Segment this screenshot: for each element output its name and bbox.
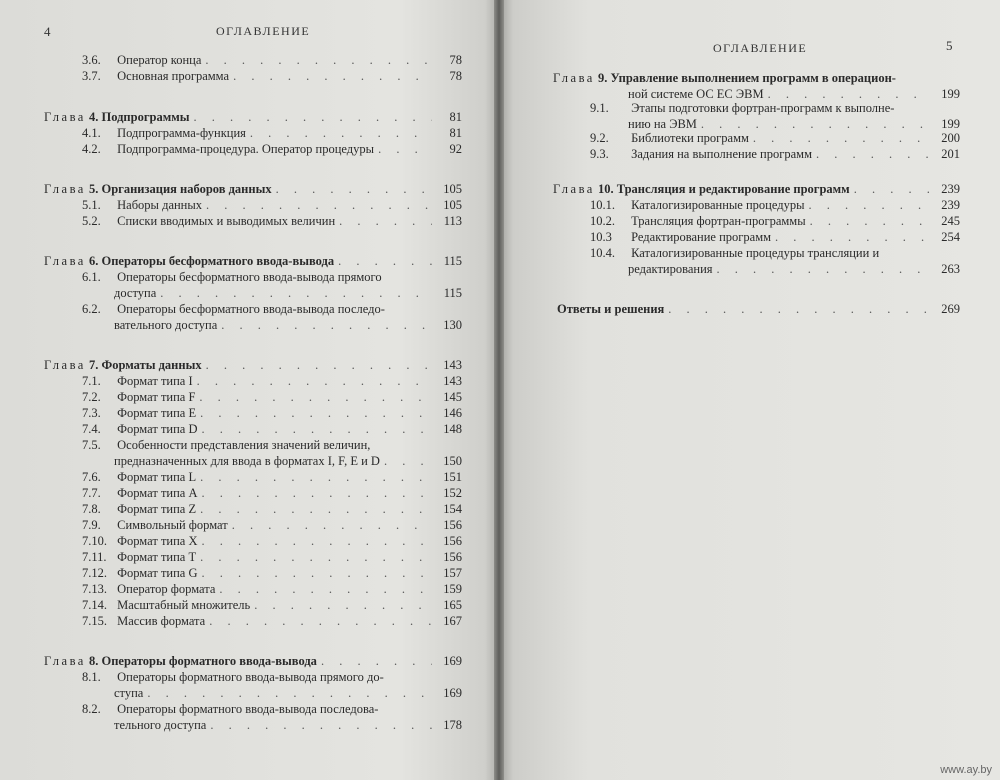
leader-dots <box>160 285 432 301</box>
page-number: 5 <box>946 38 953 53</box>
toc-title <box>114 685 143 701</box>
entry-page: 156 <box>443 534 462 548</box>
entry-number: 7. <box>88 358 99 372</box>
entry-number: 5.2. <box>82 214 101 228</box>
entry-text: Операторы бесформатного ввода-вывода последо- <box>117 302 385 316</box>
toc-title <box>82 581 215 597</box>
toc-title <box>44 653 317 669</box>
toc-entry <box>82 141 462 157</box>
toc-entry <box>557 301 960 317</box>
leader-dots <box>321 653 432 669</box>
entry-page: 239 <box>941 182 960 196</box>
toc-title <box>590 100 894 116</box>
toc-title <box>82 701 378 717</box>
leader-dots <box>202 533 433 549</box>
leader-dots <box>232 517 432 533</box>
leader-dots <box>810 213 930 229</box>
entry-text: Массив формата <box>117 614 206 628</box>
entry-page: 92 <box>449 142 462 156</box>
leader-dots <box>202 421 433 437</box>
entry-text: Операторы форматного ввода-вывода прямого до- <box>117 670 384 684</box>
entry-page: 81 <box>449 110 462 124</box>
entry-text: Символьный формат <box>117 518 228 532</box>
entry-text: предназначенных для ввода в форматах I, F, E и D <box>114 454 380 468</box>
entry-text: Подпрограммы <box>101 110 190 124</box>
right-page <box>498 0 1000 780</box>
entry-text: Этапы подготовки фортран-программ к выполне- <box>631 101 895 115</box>
toc-title <box>82 597 250 613</box>
entry-page: 167 <box>443 614 462 628</box>
entry-number: 7.14. <box>82 598 107 612</box>
toc-entry <box>82 389 462 405</box>
leader-dots <box>854 181 930 197</box>
toc-entry <box>590 100 960 116</box>
entry-page: 115 <box>443 286 462 300</box>
leader-dots <box>384 453 432 469</box>
entry-page: 113 <box>443 214 462 228</box>
entry-page: 115 <box>443 254 462 268</box>
entry-text: Редактирование программ <box>631 230 772 244</box>
entry-page: 199 <box>941 87 960 101</box>
toc-chapter <box>553 70 960 86</box>
toc-entry <box>82 613 462 629</box>
entry-text: Списки вводимых и выводимых величин <box>117 214 336 228</box>
entry-page: 105 <box>443 182 462 196</box>
toc-entry <box>82 125 462 141</box>
toc-entry <box>82 565 462 581</box>
toc-entry <box>590 146 960 162</box>
toc-entry <box>590 197 960 213</box>
entry-page: 143 <box>443 358 462 372</box>
entry-number: 4.1. <box>82 126 101 140</box>
toc-title <box>557 301 664 317</box>
toc-entry <box>82 405 462 421</box>
toc-entry <box>82 213 462 229</box>
entry-page: 145 <box>443 390 462 404</box>
leader-dots <box>202 485 433 501</box>
leader-dots <box>209 613 432 629</box>
entry-number: 6.1. <box>82 270 101 284</box>
entry-page: 169 <box>443 654 462 668</box>
entry-text: Особенности представления значений величин, <box>117 438 371 452</box>
entry-text: Управление выполнением программ в операцион- <box>610 71 896 85</box>
entry-text: Операторы бесформатного ввода-вывода прямого <box>117 270 382 284</box>
entry-number: 7.7. <box>82 486 101 500</box>
entry-page: 156 <box>443 518 462 532</box>
entry-page: 159 <box>443 582 462 596</box>
entry-text: Формат типа G <box>117 566 198 580</box>
entry-number: 9.3. <box>590 147 609 161</box>
toc-title <box>82 549 196 565</box>
toc-title <box>590 197 804 213</box>
watermark: www.ay.by <box>940 764 992 776</box>
leader-dots <box>200 549 432 565</box>
entry-text: Каталогизированные процедуры <box>631 198 805 212</box>
entry-text: ной системе ОС ЕС ЭВМ <box>628 87 764 101</box>
toc-entry <box>82 269 462 285</box>
toc-entry <box>82 469 462 485</box>
leader-dots <box>753 130 930 146</box>
entry-page: 151 <box>443 470 462 484</box>
toc-entry <box>82 581 462 597</box>
leader-dots <box>219 581 432 597</box>
toc-entry <box>590 130 960 146</box>
entry-number: 9. <box>597 71 608 85</box>
entry-text: Формат типа T <box>117 550 197 564</box>
toc-chapter <box>44 357 462 373</box>
entry-text: доступа <box>114 286 157 300</box>
entry-page: 263 <box>941 262 960 276</box>
toc-title <box>44 253 334 269</box>
toc-title <box>44 181 272 197</box>
leader-dots <box>816 146 930 162</box>
leader-dots <box>339 213 432 229</box>
toc-title <box>82 613 205 629</box>
entry-number: 5. <box>88 182 99 196</box>
toc-title <box>82 517 228 533</box>
leader-dots <box>200 469 432 485</box>
toc-entry <box>82 517 462 533</box>
entry-text: Подпрограмма-процедура. Оператор процедуры <box>117 142 375 156</box>
toc-title <box>82 533 198 549</box>
leader-dots <box>717 261 930 277</box>
toc-entry <box>82 68 462 84</box>
chapter-word: Глава <box>553 182 595 196</box>
toc-entry <box>82 485 462 501</box>
leader-dots <box>254 597 432 613</box>
toc-title <box>114 717 206 733</box>
entry-number: 10.3 <box>590 230 612 244</box>
entry-page: 81 <box>449 126 462 140</box>
page-header: ОГЛАВЛЕНИЕ <box>713 41 808 55</box>
chapter-word: Глава <box>44 654 86 668</box>
entry-text: Каталогизированные процедуры трансляции и <box>631 246 880 260</box>
chapter-word: Глава <box>44 358 86 372</box>
toc-entry <box>114 453 462 469</box>
entry-text: Трансляция и редактирование программ <box>616 182 850 196</box>
toc-title <box>82 565 198 581</box>
toc-title <box>82 269 382 285</box>
entry-number: 7.10. <box>82 534 107 548</box>
leader-dots <box>210 717 432 733</box>
entry-number: 4.2. <box>82 142 101 156</box>
entry-page: 199 <box>941 117 960 131</box>
toc-title <box>590 130 749 146</box>
entry-text: редактирования <box>628 262 713 276</box>
entry-page: 201 <box>941 147 960 161</box>
toc-entry <box>82 533 462 549</box>
entry-number: 9.2. <box>590 131 609 145</box>
toc-title <box>44 109 190 125</box>
entry-number: 8.1. <box>82 670 101 684</box>
toc-title <box>82 501 196 517</box>
entry-page: 150 <box>443 454 462 468</box>
toc-title <box>114 317 217 333</box>
toc-entry <box>82 52 462 68</box>
entry-number: 4. <box>88 110 99 124</box>
toc-entry <box>82 549 462 565</box>
toc-chapter <box>44 181 462 197</box>
leader-dots <box>200 501 432 517</box>
entry-page: 78 <box>449 69 462 83</box>
entry-text: Операторы форматного ввода-вывода последова- <box>117 702 379 716</box>
toc-chapter <box>44 653 462 669</box>
leader-dots <box>205 52 432 68</box>
entry-text: Подпрограмма-функция <box>117 126 246 140</box>
entry-number: 7.8. <box>82 502 101 516</box>
entry-number: 7.15. <box>82 614 107 628</box>
page-number: 4 <box>44 24 51 39</box>
entry-text: Организация наборов данных <box>101 182 272 196</box>
toc-title <box>82 197 202 213</box>
entry-number: 5.1. <box>82 198 101 212</box>
entry-text: Формат типа D <box>117 422 198 436</box>
toc-chapter <box>44 253 462 269</box>
toc-entry <box>590 229 960 245</box>
toc-title <box>82 437 370 453</box>
entry-text: Формат типа Z <box>117 502 197 516</box>
toc-entry <box>114 717 462 733</box>
toc-entry <box>82 501 462 517</box>
entry-text: ступа <box>114 686 144 700</box>
entry-number: 10.1. <box>590 198 615 212</box>
entry-text: нию на ЭВМ <box>628 117 697 131</box>
toc-title <box>590 245 879 261</box>
toc-title <box>553 70 896 86</box>
entry-number: 7.12. <box>82 566 107 580</box>
entry-number: 3.6. <box>82 53 101 67</box>
entry-number: 7.4. <box>82 422 101 436</box>
toc-entry <box>590 245 960 261</box>
entry-number: 6. <box>88 254 99 268</box>
leader-dots <box>221 317 432 333</box>
entry-text: тельного доступа <box>114 718 207 732</box>
entry-text: Наборы данных <box>117 198 203 212</box>
toc-title <box>82 469 196 485</box>
entry-text: Форматы данных <box>101 358 202 372</box>
toc-title <box>590 229 771 245</box>
leader-dots <box>233 68 432 84</box>
toc-title <box>114 453 380 469</box>
toc-title <box>82 68 229 84</box>
toc-entry <box>82 421 462 437</box>
leader-dots <box>378 141 432 157</box>
entry-page: 78 <box>449 53 462 67</box>
toc-entry <box>114 685 462 701</box>
leader-dots <box>276 181 432 197</box>
entry-number: 7.3. <box>82 406 101 420</box>
toc-entry <box>82 669 462 685</box>
toc-title <box>590 146 812 162</box>
entry-text: Формат типа X <box>117 534 198 548</box>
entry-page: 165 <box>443 598 462 612</box>
toc-title <box>82 213 335 229</box>
entry-page: 157 <box>443 566 462 580</box>
entry-text: Формат типа L <box>117 470 197 484</box>
entry-text: Задания на выполнение программ <box>631 147 812 161</box>
toc-entry <box>590 213 960 229</box>
entry-text: Операторы форматного ввода-вывода <box>101 654 317 668</box>
entry-number: 7.2. <box>82 390 101 404</box>
toc-title <box>82 373 193 389</box>
chapter-word: Глава <box>44 110 86 124</box>
entry-number: 7.6. <box>82 470 101 484</box>
toc-title <box>553 181 850 197</box>
entry-page: 146 <box>443 406 462 420</box>
toc-entry <box>82 597 462 613</box>
toc-title <box>82 125 246 141</box>
entry-text: Масштабный множитель <box>117 598 251 612</box>
entry-number: 10. <box>597 182 614 196</box>
toc-entry <box>114 285 462 301</box>
leader-dots <box>199 389 432 405</box>
leader-dots <box>194 109 433 125</box>
entry-text: Оператор формата <box>117 582 216 596</box>
entry-text: Формат типа E <box>117 406 197 420</box>
toc-title <box>82 485 198 501</box>
toc-chapter <box>44 109 462 125</box>
entry-number: 7.11. <box>82 550 107 564</box>
entry-page: 148 <box>443 422 462 436</box>
entry-number: 10.4. <box>590 246 615 260</box>
entry-text: Формат типа A <box>117 486 198 500</box>
entry-text: вательного доступа <box>114 318 218 332</box>
leader-dots <box>147 685 432 701</box>
leader-dots <box>250 125 432 141</box>
entry-text: Трансляция фортран-программы <box>631 214 806 228</box>
toc-title <box>628 261 713 277</box>
entry-number: 7.1. <box>82 374 101 388</box>
toc-title <box>82 389 195 405</box>
entry-page: 269 <box>941 302 960 316</box>
entry-number: 7.13. <box>82 582 107 596</box>
book-gutter <box>494 0 504 780</box>
entry-text: Формат типа I <box>117 374 193 388</box>
entry-page: 143 <box>443 374 462 388</box>
page-header: ОГЛАВЛЕНИЕ <box>216 24 311 38</box>
chapter-word: Глава <box>44 254 86 268</box>
toc-title <box>82 301 385 317</box>
entry-number: 7.9. <box>82 518 101 532</box>
toc-chapter <box>553 181 960 197</box>
toc-entry <box>82 437 462 453</box>
entry-text: Ответы и решения <box>557 302 665 316</box>
toc-title <box>44 357 202 373</box>
leader-dots <box>775 229 930 245</box>
leader-dots <box>206 197 432 213</box>
entry-page: 239 <box>941 198 960 212</box>
entry-page: 178 <box>443 718 462 732</box>
entry-page: 254 <box>941 230 960 244</box>
toc-entry <box>82 301 462 317</box>
entry-number: 9.1. <box>590 101 609 115</box>
entry-number: 8.2. <box>82 702 101 716</box>
toc-entry <box>82 373 462 389</box>
entry-number: 3.7. <box>82 69 101 83</box>
entry-page: 245 <box>941 214 960 228</box>
chapter-word: Глава <box>44 182 86 196</box>
leader-dots <box>808 197 930 213</box>
entry-number: 6.2. <box>82 302 101 316</box>
entry-page: 169 <box>443 686 462 700</box>
leader-dots <box>197 373 432 389</box>
entry-text: Библиотеки программ <box>631 131 749 145</box>
entry-number: 10.2. <box>590 214 615 228</box>
entry-page: 130 <box>443 318 462 332</box>
entry-number: 7.5. <box>82 438 101 452</box>
toc-entry <box>82 197 462 213</box>
toc-title <box>82 669 384 685</box>
entry-page: 156 <box>443 550 462 564</box>
toc-entry <box>82 701 462 717</box>
leader-dots <box>200 405 432 421</box>
toc-title <box>82 52 201 68</box>
entry-page: 105 <box>443 198 462 212</box>
entry-number: 8. <box>88 654 99 668</box>
entry-page: 152 <box>443 486 462 500</box>
toc-entry <box>114 317 462 333</box>
toc-entry <box>628 261 960 277</box>
entry-text: Оператор конца <box>117 53 202 67</box>
entry-text: Операторы бесформатного ввода-вывода <box>101 254 335 268</box>
entry-text: Основная программа <box>117 69 230 83</box>
toc-title <box>82 141 374 157</box>
toc-title <box>114 285 156 301</box>
entry-page: 200 <box>941 131 960 145</box>
leader-dots <box>338 253 432 269</box>
toc-title <box>82 421 198 437</box>
leader-dots <box>202 565 433 581</box>
entry-text: Формат типа F <box>117 390 196 404</box>
leader-dots <box>206 357 432 373</box>
entry-page: 154 <box>443 502 462 516</box>
toc-title <box>590 213 806 229</box>
leader-dots <box>668 301 930 317</box>
chapter-word: Глава <box>553 71 595 85</box>
toc-title <box>82 405 196 421</box>
